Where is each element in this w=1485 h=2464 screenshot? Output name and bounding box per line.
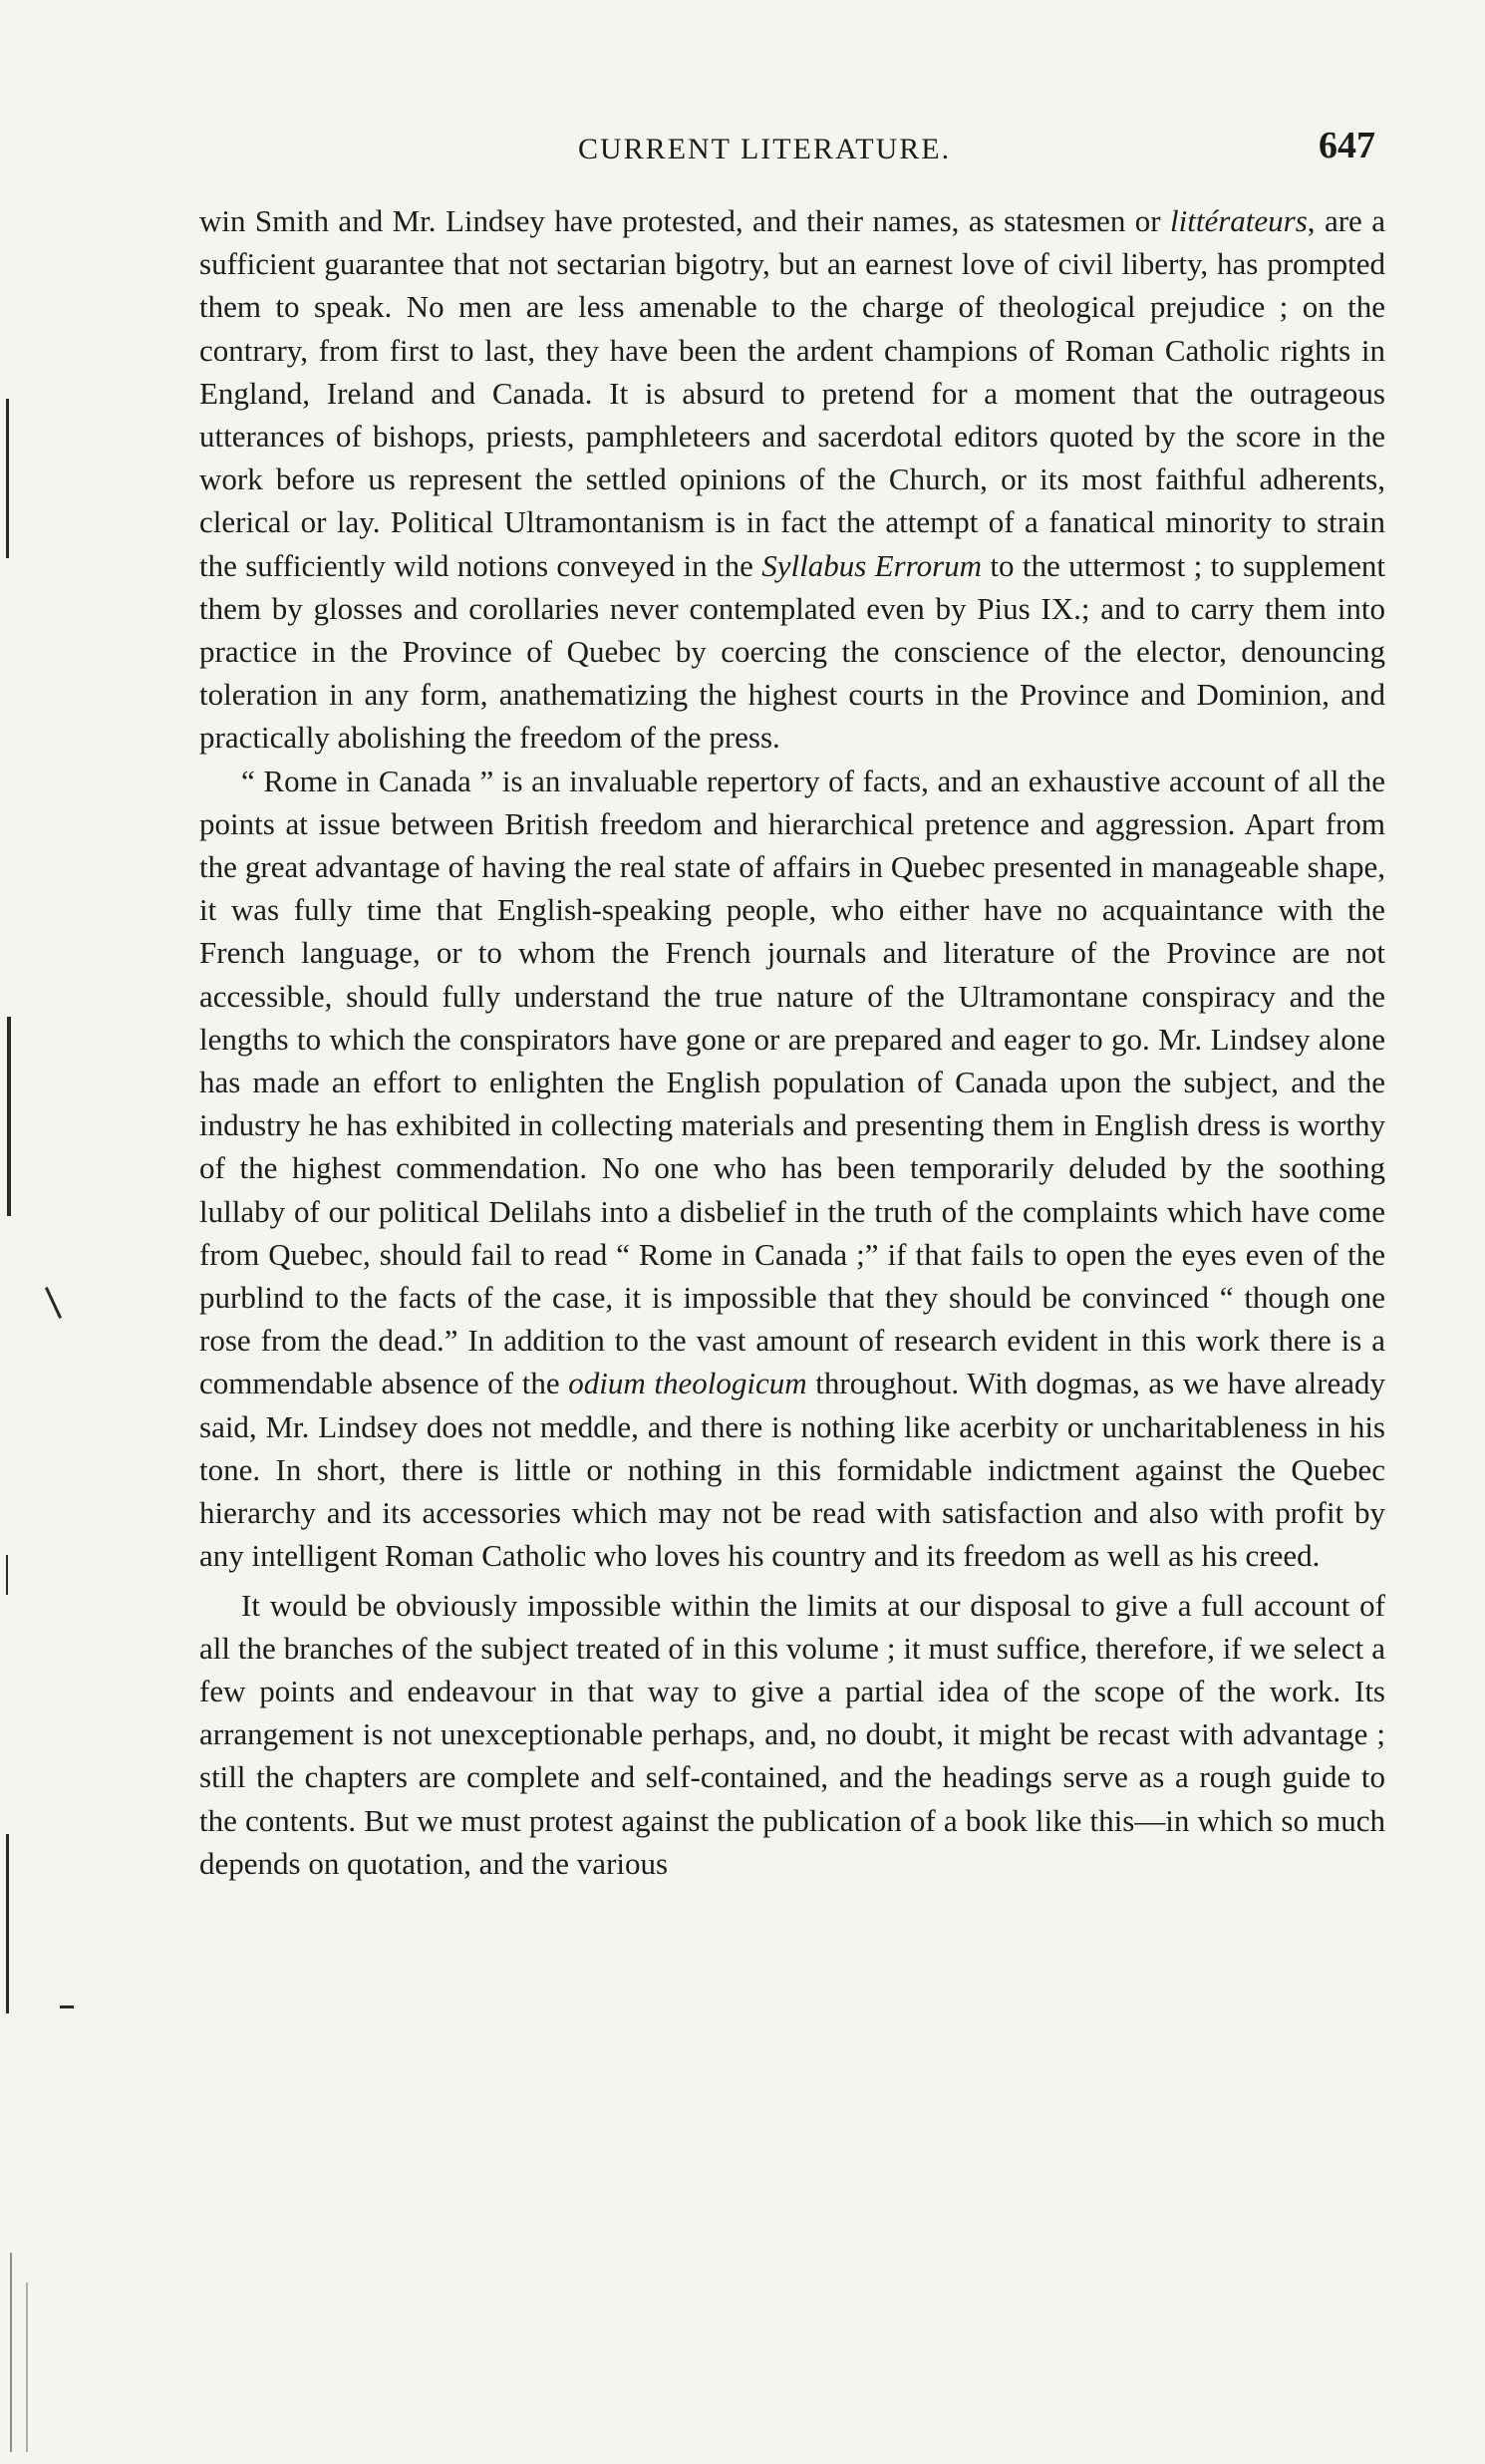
italic-phrase: Syllabus Errorum — [761, 547, 983, 583]
italic-phrase: odium theologicum — [568, 1366, 807, 1401]
italic-phrase: littérateurs — [1170, 203, 1308, 238]
running-title: CURRENT LITERATURE. — [578, 133, 952, 165]
text-run: “ Rome in Canada ” is an invaluable repertory of facts, and an exhaustive account of all the points at issue between British freedom and hierarchical pretence and aggression. Apart from the great advantage of having the real state of affairs in Quebec presented in manageable shape, it was fully time that English-speaking people, who either have no acquaintance with the French language, or to whom the French journals and literature of the Province are not accessible, should fully understand the true nature of the Ultramontane conspiracy and the lengths to which the conspirators have gone or are prepared and eager to go. Mr. Lindsey alone has made an effort to enlighten the English population of Canada upon the subject, and the industry he has exhibited in collecting materials and presenting them in English dress is worthy of the highest commendation. No one who has been temporarily deluded by the soothing lullaby of our political Delilahs into a disbelief in the truth of the complaints which have come from Quebec, should fail to read “ Rome in Canada ;” if that fails to open the eyes even of the purblind to the facts of the case, it is impossible that they should be convinced “ though one rose from the dead.” In addition to the vast amount of research evident in this work there is a commendable absence of the — [199, 763, 1385, 1401]
text-run: to the uttermost ; to supplement them by glosses and corollaries never contemplated even by Pius IX.; and to carry them into practice in the Province of Quebec by coercing the conscience of the elector, denouncing toleration in any form, anathematizing the highest courts in the Province and Dominion, and practically abolishing the freedom of the press. — [199, 547, 1385, 756]
text-run: , are a sufficient guarantee that not sectarian bigotry, but an earnest love of civil liberty, has prompted them to speak. No men are less amenable to the charge of theological prejudice ; on the contrary, from first to last, they have been the ardent champions of Roman Catholic rights in England, Ireland and Canada. It is absurd to pretend for a moment that the outrageous utterances of bishops, priests, pamphleteers and sacerdotal editors quoted by the score in the work before us represent the settled opinions of the Church, or its most faithful adherents, clerical or lay. Political Ultramontanism is in fact the attempt of a fanatical minority to strain the sufficiently wild notions conveyed in the — [199, 203, 1385, 583]
text-run: throughout. With dogmas, as we have already said, Mr. Lindsey does not meddle, and there is nothing like acerbity or uncharitableness in his tone. In short, there is little or nothing in this formidable indictment against the Quebec hierarchy and its accessories which may not be read with satisfaction and also with profit by any intelligent Roman Catholic who loves his country and its freedom as well as his creed. — [199, 1366, 1386, 1574]
scan-artifact — [26, 2283, 28, 2452]
scan-artifact — [10, 2253, 12, 2452]
scan-artifact — [60, 2005, 74, 2008]
body-text — [199, 199, 1385, 1885]
paragraph-2 — [199, 760, 1385, 1578]
paragraph-3 — [199, 1584, 1385, 1885]
scan-artifact — [6, 399, 9, 558]
text-run: It would be obviously impossible within the limits at our disposal to give a full account of all the branches of the subject treated of in this volume ; it must suffice, therefore, if we select a few points and endeavour in that way to give a partial idea of the scope of the work. Its arrangement is not unexceptionable perhaps, and, no doubt, it might be recast with advantage ; still the chapters are complete and self-contained, and the headings serve as a rough guide to the contents. But we must protest against the publication of a book like this—in which so much depends on quotation, and the various — [199, 1587, 1385, 1881]
scan-artifact — [7, 1017, 11, 1216]
scan-artifact — [45, 1287, 62, 1319]
page-number: 647 — [1319, 125, 1375, 166]
scan-artifact — [6, 1555, 8, 1595]
running-head — [199, 125, 1385, 179]
text-run: win Smith and Mr. Lindsey have protested, and their names, as statesmen or — [199, 203, 1170, 238]
scan-artifact — [6, 1834, 9, 2013]
paragraph-1 — [199, 199, 1385, 760]
